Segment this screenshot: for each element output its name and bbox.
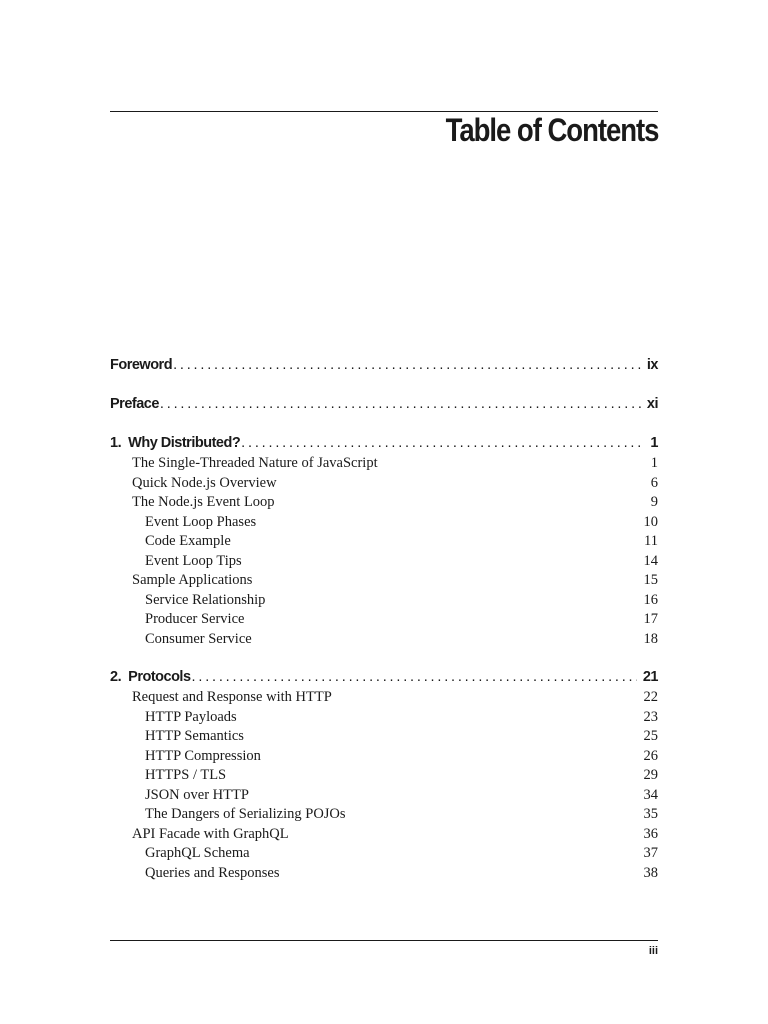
toc-entry-page: 14: [643, 552, 658, 569]
toc-entry-subsection[interactable]: [110, 844, 658, 864]
toc-entry-subsection[interactable]: [110, 786, 658, 806]
toc-entry-label: The Single-Threaded Nature of JavaScript: [132, 455, 378, 471]
toc-entry-chapter-1[interactable]: [110, 432, 658, 454]
toc-entry-label: Quick Node.js Overview: [132, 474, 277, 491]
toc-entry-subsection[interactable]: [110, 532, 658, 552]
table-of-contents: [110, 354, 658, 900]
toc-entry-page: 18: [643, 630, 658, 647]
toc-entry-subsection[interactable]: [110, 747, 658, 767]
toc-entry-label: Request and Response with HTTP: [132, 689, 332, 705]
toc-entry-label: Queries and Responses: [145, 864, 280, 881]
toc-entry-page: 34: [643, 786, 658, 803]
toc-entry-label: 1. Why Distributed?: [110, 435, 241, 451]
toc-entry-label: HTTP Semantics: [145, 728, 244, 744]
toc-entry-label: GraphQL Schema: [145, 845, 250, 861]
toc-entry-page: 37: [643, 845, 658, 861]
toc-entry-chapter-2[interactable]: [110, 666, 658, 688]
toc-entry-page: 1: [650, 455, 658, 471]
toc-entry-label: Code Example: [145, 533, 231, 549]
toc-entry-page: 17: [643, 611, 658, 627]
toc-entry-section[interactable]: [110, 454, 658, 474]
toc-entry-page: 25: [643, 728, 658, 744]
toc-entry-section[interactable]: [110, 474, 658, 494]
page-number: iii: [648, 945, 658, 957]
toc-entry-label: Preface: [110, 396, 159, 412]
toc-entry-foreword[interactable]: [110, 354, 658, 376]
toc-entry-page: 36: [643, 825, 658, 842]
toc-entry-label: API Facade with GraphQL: [132, 825, 289, 842]
toc-entry-section[interactable]: [110, 688, 658, 708]
toc-entry-subsection[interactable]: [110, 805, 658, 825]
toc-entry-page: 22: [643, 689, 658, 705]
toc-entry-label: The Dangers of Serializing POJOs: [145, 806, 346, 822]
toc-entry-section[interactable]: [110, 825, 658, 845]
toc-entry-subsection[interactable]: [110, 552, 658, 572]
chapter-1-block: [110, 432, 658, 649]
toc-entry-label: HTTP Compression: [145, 747, 261, 764]
toc-entry-page: 11: [644, 533, 658, 549]
toc-entry-section[interactable]: [110, 493, 658, 513]
toc-entry-page: 29: [643, 767, 658, 783]
toc-entry-label: Consumer Service: [145, 630, 252, 647]
toc-entry-page: 6: [650, 474, 658, 491]
dot-leader: [173, 354, 641, 376]
toc-entry-subsection[interactable]: [110, 630, 658, 650]
toc-entry-page: 16: [643, 591, 658, 608]
toc-entry-label: Sample Applications: [132, 572, 253, 588]
toc-entry-label: JSON over HTTP: [145, 786, 249, 803]
toc-entry-label: Producer Service: [145, 611, 245, 627]
toc-entry-subsection[interactable]: [110, 727, 658, 747]
toc-entry-page: xi: [646, 396, 658, 412]
chapter-2-block: [110, 666, 658, 883]
toc-entry-page: 10: [643, 513, 658, 530]
toc-entry-section[interactable]: [110, 571, 658, 591]
toc-entry-subsection[interactable]: [110, 513, 658, 533]
toc-entry-page: 23: [643, 708, 658, 725]
toc-entry-subsection[interactable]: [110, 610, 658, 630]
toc-entry-label: HTTP Payloads: [145, 708, 237, 725]
toc-entry-preface[interactable]: [110, 393, 658, 415]
toc-entry-page: 38: [643, 864, 658, 881]
toc-entry-page: 21: [642, 669, 658, 685]
toc-entry-page: ix: [646, 357, 658, 373]
toc-entry-page: 35: [643, 806, 658, 822]
toc-entry-page: 1: [650, 435, 658, 451]
toc-entry-label: Service Relationship: [145, 591, 266, 608]
toc-entry-label: HTTPS / TLS: [145, 767, 227, 783]
toc-entry-label: Event Loop Phases: [145, 513, 257, 530]
toc-entry-label: The Node.js Event Loop: [132, 494, 275, 510]
toc-entry-subsection[interactable]: [110, 591, 658, 611]
page-title: Table of Contents: [445, 112, 658, 148]
dot-leader: [160, 393, 641, 415]
toc-entry-label: Event Loop Tips: [145, 552, 242, 569]
bottom-rule: [110, 940, 658, 941]
toc-entry-page: 15: [643, 572, 658, 588]
toc-entry-label: 2. Protocols: [110, 669, 191, 685]
dot-leader: [241, 432, 644, 454]
toc-entry-subsection[interactable]: [110, 864, 658, 884]
toc-entry-label: Foreword: [110, 357, 173, 373]
toc-entry-page: 9: [650, 494, 658, 510]
dot-leader: [192, 666, 637, 688]
toc-entry-page: 26: [643, 747, 658, 764]
toc-entry-subsection[interactable]: [110, 766, 658, 786]
toc-entry-subsection[interactable]: [110, 708, 658, 728]
